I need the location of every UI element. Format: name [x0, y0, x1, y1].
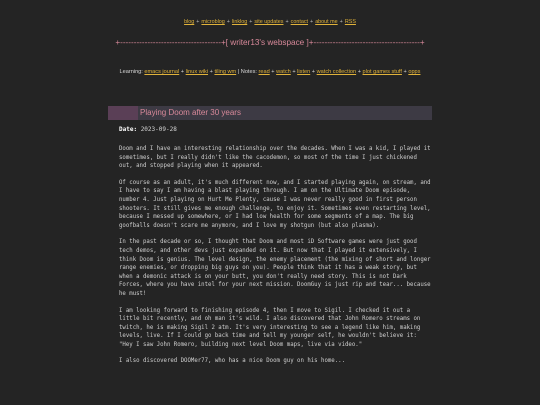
nav-link-microblog[interactable]: microblog	[201, 19, 225, 25]
nav-link-blog[interactable]: blog	[184, 19, 195, 25]
post-header-accent	[108, 106, 138, 120]
notes-label: Notes:	[240, 69, 257, 75]
link-separator: +	[357, 69, 361, 75]
link-separator: +	[180, 69, 185, 75]
nav-link-contact[interactable]: contact	[290, 19, 309, 25]
link-emacs-journal[interactable]: emacs journal	[144, 69, 180, 75]
post-date	[119, 126, 177, 133]
post-title: Playing Doom after 30 years	[140, 108, 241, 117]
link-separator: +	[271, 69, 275, 75]
date-label: Date:	[119, 126, 138, 133]
post-paragraph: In the past decade or so, I thought that Doom and most iD Software games were just good tech demos, and other devs just expanded on it. But now that I played it extensively, I think Doom is genius. The level design, the enemy placement (the mixing of short and longer range enemies, or dropping big guys on you). People think that it has a weak story, but when a demonic attack is on your butt, you don't really need story. This is not Dark Forces, where you have intel for your next mission. DoomGuy is just rip and tear... because he must!	[119, 239, 431, 297]
post-paragraph: Of course as an adult, it's much different now, and I started playing again, on stream, and I have to say I am having a blast playing through. I am on the Ultimate Doom episode, number 4. Just playing on Hurt Me Plenty, cause I was never really good in first person shooters. It still gives me enough challenge, to enjoy it. Sometimes even restarting level, because I messed up somewhere, or I had low health for some segments of a map. The big goofballs doesn't scare me anymore, and I love my shotgun (but also plasma).	[119, 179, 431, 229]
nav-link-site-updates[interactable]: site updates	[254, 19, 284, 25]
nav-separator: +	[285, 19, 289, 25]
top-navigation	[0, 19, 540, 25]
post-content	[119, 145, 431, 374]
nav-link-linklog[interactable]: linklog	[231, 19, 248, 25]
post-paragraph: I also discovered DOOMer77, who has a nice Doom guy on his home...	[119, 358, 345, 365]
link-separator: +	[209, 69, 213, 75]
nav-link-about-me[interactable]: about me	[315, 19, 338, 25]
nav-separator: +	[196, 19, 200, 25]
site-banner: +-------------------------------------+[ writer13's webspace ]+---------------------------------------+	[115, 38, 425, 47]
section-divider: |	[237, 69, 240, 75]
link-watch-collection[interactable]: watch collection	[316, 69, 357, 75]
link-separator: +	[292, 69, 296, 75]
post-paragraph: I am looking forward to finishing episode 4, then I move to Sigil. I checked it out a little bit recently, and oh man it's wild. I also discovered that John Romero streams on twitch, he is making Sigil 2 atm. It's very interesting to see a legend like him, making levels, live. If I could go back time and tell my younger self, he wouldn't believe it: "Hey I saw John Romero, building next level Doom maps, live via video."	[119, 307, 421, 348]
link-read[interactable]: read	[258, 69, 270, 75]
link-separator: +	[311, 69, 316, 75]
link-opps[interactable]: opps	[408, 69, 421, 75]
nav-separator: +	[249, 19, 253, 25]
link-watch[interactable]: watch	[276, 69, 291, 75]
nav-separator: +	[310, 19, 314, 25]
nav-separator: +	[339, 19, 343, 25]
link-tiling-wm[interactable]: tiling wm	[214, 69, 237, 75]
nav-separator: +	[226, 19, 230, 25]
link-separator: +	[403, 69, 407, 75]
link-plot-games-stuff[interactable]: plot games stuff	[362, 69, 402, 75]
learning-label: Learning:	[119, 69, 143, 75]
learning-notes-bar	[112, 68, 428, 77]
post-paragraph: Doom and I have an interesting relationship over the decades. When I was a kid, I played it sometimes, but I really didn't like the cacodemon, so most of the time I just chickened out, and stopped playing when it appeared.	[119, 146, 431, 170]
date-value: 2023-09-28	[140, 126, 177, 133]
nav-link-rss[interactable]: RSS	[344, 19, 356, 25]
link-listen[interactable]: listen	[297, 69, 311, 75]
post-header	[108, 106, 432, 120]
link-linux-wiki[interactable]: linux wiki	[185, 69, 209, 75]
